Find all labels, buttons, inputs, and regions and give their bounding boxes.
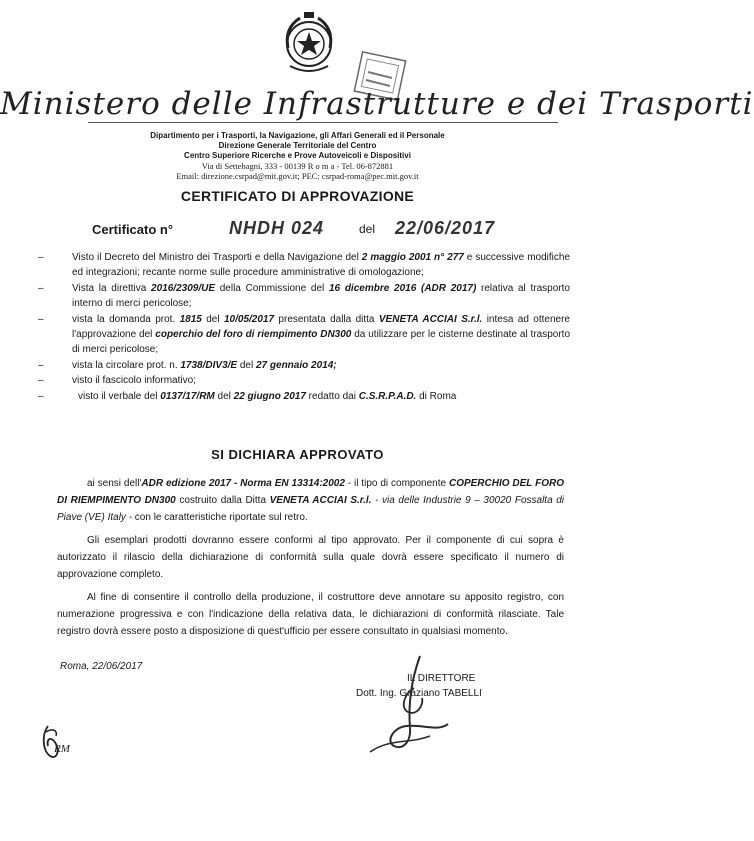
premise-item bbox=[38, 281, 570, 312]
premise-text: della Commissione del bbox=[215, 282, 329, 294]
dash-marker: – bbox=[38, 282, 44, 294]
premise-text: del bbox=[237, 359, 256, 371]
dash-marker: – bbox=[38, 359, 44, 371]
certificate-number-row bbox=[0, 218, 595, 242]
certificate-number: NHDH 024 bbox=[229, 218, 325, 238]
department-line: Dipartimento per i Trasporti, la Navigazione, gli Affari Generali ed il Personale bbox=[150, 131, 445, 140]
dash-marker: – bbox=[38, 252, 44, 263]
premise-text: da utilizzare per le cisterne destinate al trasporto di merci pericolose; bbox=[72, 329, 571, 356]
premise-text: di Roma bbox=[416, 390, 457, 402]
premise-item bbox=[38, 389, 570, 404]
premise-item bbox=[38, 358, 570, 373]
paragraph-text: con le caratteristiche riportate sul retro. bbox=[132, 512, 308, 523]
republic-emblem-icon bbox=[280, 8, 338, 78]
initials-signature-icon bbox=[38, 722, 83, 762]
declaration-paragraph bbox=[57, 475, 564, 526]
premise-highlight: 22 giugno 2017 bbox=[233, 390, 306, 402]
document-title: CERTIFICATO DI APPROVAZIONE bbox=[180, 188, 415, 204]
paragraph-text: ai sensi dell' bbox=[87, 478, 142, 489]
director-title: IL DIRETTORE bbox=[407, 673, 476, 684]
premise-item bbox=[38, 373, 570, 388]
conformity-paragraph: Gli esemplari prodotti dovranno essere conformi al tipo approvato. Per il componente di cui sopra è autorizzato il rilascio della dichiarazione di conformità sulla quale dovrà essere specificato il numero di approvazione completo. bbox=[57, 535, 564, 580]
premise-text: Visto il Decreto del Ministro dei Trasporti e della Navigazione del bbox=[72, 252, 362, 263]
certificate-label: Certificato n° bbox=[92, 222, 174, 237]
premise-text: intesa ad ottenere l'approvazione del bbox=[72, 313, 570, 341]
center-line: Centro Superiore Ricerche e Prove Autoveicoli e Dispositivi bbox=[184, 151, 411, 160]
premise-highlight: 10/05/2017 bbox=[223, 313, 275, 325]
svg-text:RM: RM bbox=[54, 743, 70, 755]
premise-text: presentata dalla ditta bbox=[274, 313, 379, 325]
premise-text: redatto dai bbox=[305, 390, 359, 402]
premise-highlight: 27 gennaio 2014; bbox=[256, 359, 337, 371]
certificate-date: 22/06/2017 bbox=[395, 218, 496, 238]
paragraph-text: costruito dalla Ditta bbox=[175, 495, 270, 506]
premise-item bbox=[38, 250, 570, 281]
declaration-body bbox=[57, 475, 564, 646]
paragraph-highlight: VENETA ACCIAI S.r.l. bbox=[269, 495, 372, 506]
premise-highlight: 2 maggio 2001 n° 277 bbox=[361, 252, 464, 263]
paragraph-highlight: ADR edizione 2017 - Norma EN 13314:2002 bbox=[141, 478, 345, 489]
premise-text: e successive modifiche ed integrazioni; recante norme sulle procedure amministrative di omologazione; bbox=[72, 252, 570, 279]
premises-list bbox=[38, 250, 570, 404]
place-date: Roma, 22/06/2017 bbox=[60, 661, 143, 672]
premise-highlight: 1815 bbox=[179, 313, 202, 325]
premise-highlight: C.S.R.P.A.D. bbox=[358, 390, 417, 402]
ministry-name: Ministero delle Infrastrutture e dei Trasporti bbox=[0, 86, 754, 122]
email-line: Email: direzione.csrpad@mit.gov.it; PEC: csrpad-roma@pec.mit.gov.it bbox=[176, 171, 419, 181]
premise-text: vista la circolare prot. n. bbox=[72, 359, 181, 371]
directorate-line: Direzione Generale Territoriale del Centro bbox=[218, 141, 377, 150]
premise-text: visto il fascicolo informativo; bbox=[72, 375, 196, 387]
premise-highlight: 0137/17/RM bbox=[160, 390, 215, 402]
premise-text: Vista la direttiva bbox=[72, 282, 152, 294]
dash-marker: – bbox=[38, 375, 44, 387]
premise-text: visto il verbale del bbox=[78, 390, 161, 402]
dash-marker: – bbox=[38, 313, 44, 325]
premise-highlight: 1738/DIV3/E bbox=[180, 359, 238, 371]
dash-marker: – bbox=[38, 390, 44, 402]
production-control-paragraph: Al fine di consentire il controllo della produzione, il costruttore deve annotare su apposito registro, con numerazione progressiva e con l'indicazione della relativa data, le dichiarazioni di conformità rilasciate. Tale registro dovrà essere posto a disposizione di quest'ufficio per essere consultato in qualsiasi momento. bbox=[57, 592, 564, 637]
premise-text: vista la domanda prot. bbox=[72, 313, 180, 325]
signature-icon bbox=[350, 648, 470, 758]
premise-highlight: 16 dicembre 2016 (ADR 2017) bbox=[328, 282, 477, 294]
paragraph-italic: - via delle Industrie 9 – 30020 Fossalta di Piave (VE) Italy - bbox=[57, 495, 565, 523]
premise-item bbox=[38, 312, 570, 358]
paragraph-text: - il tipo di componente bbox=[344, 478, 449, 489]
premise-highlight: coperchio del foro di riempimento DN300 bbox=[155, 329, 352, 341]
premise-text: relativa al trasporto interno di merci pericolose; bbox=[72, 282, 570, 310]
paragraph-highlight: COPERCHIO DEL FORO DI RIEMPIMENTO DN300 bbox=[57, 478, 565, 506]
premise-text: del bbox=[201, 313, 224, 325]
premise-text: del bbox=[214, 390, 234, 402]
header-divider bbox=[88, 122, 558, 123]
date-label: del bbox=[359, 222, 376, 236]
declaration-heading: SI DICHIARA APPROVATO bbox=[211, 447, 384, 462]
premise-highlight: VENETA ACCIAI S.r.l. bbox=[378, 313, 483, 325]
premise-highlight: 2016/2309/UE bbox=[151, 282, 215, 294]
director-name: Dott. Ing. Graziano TABELLI bbox=[356, 688, 482, 699]
address-line: Via di Settebagni, 333 - 00139 R o m a - Tel. 06-872881 bbox=[201, 161, 394, 171]
